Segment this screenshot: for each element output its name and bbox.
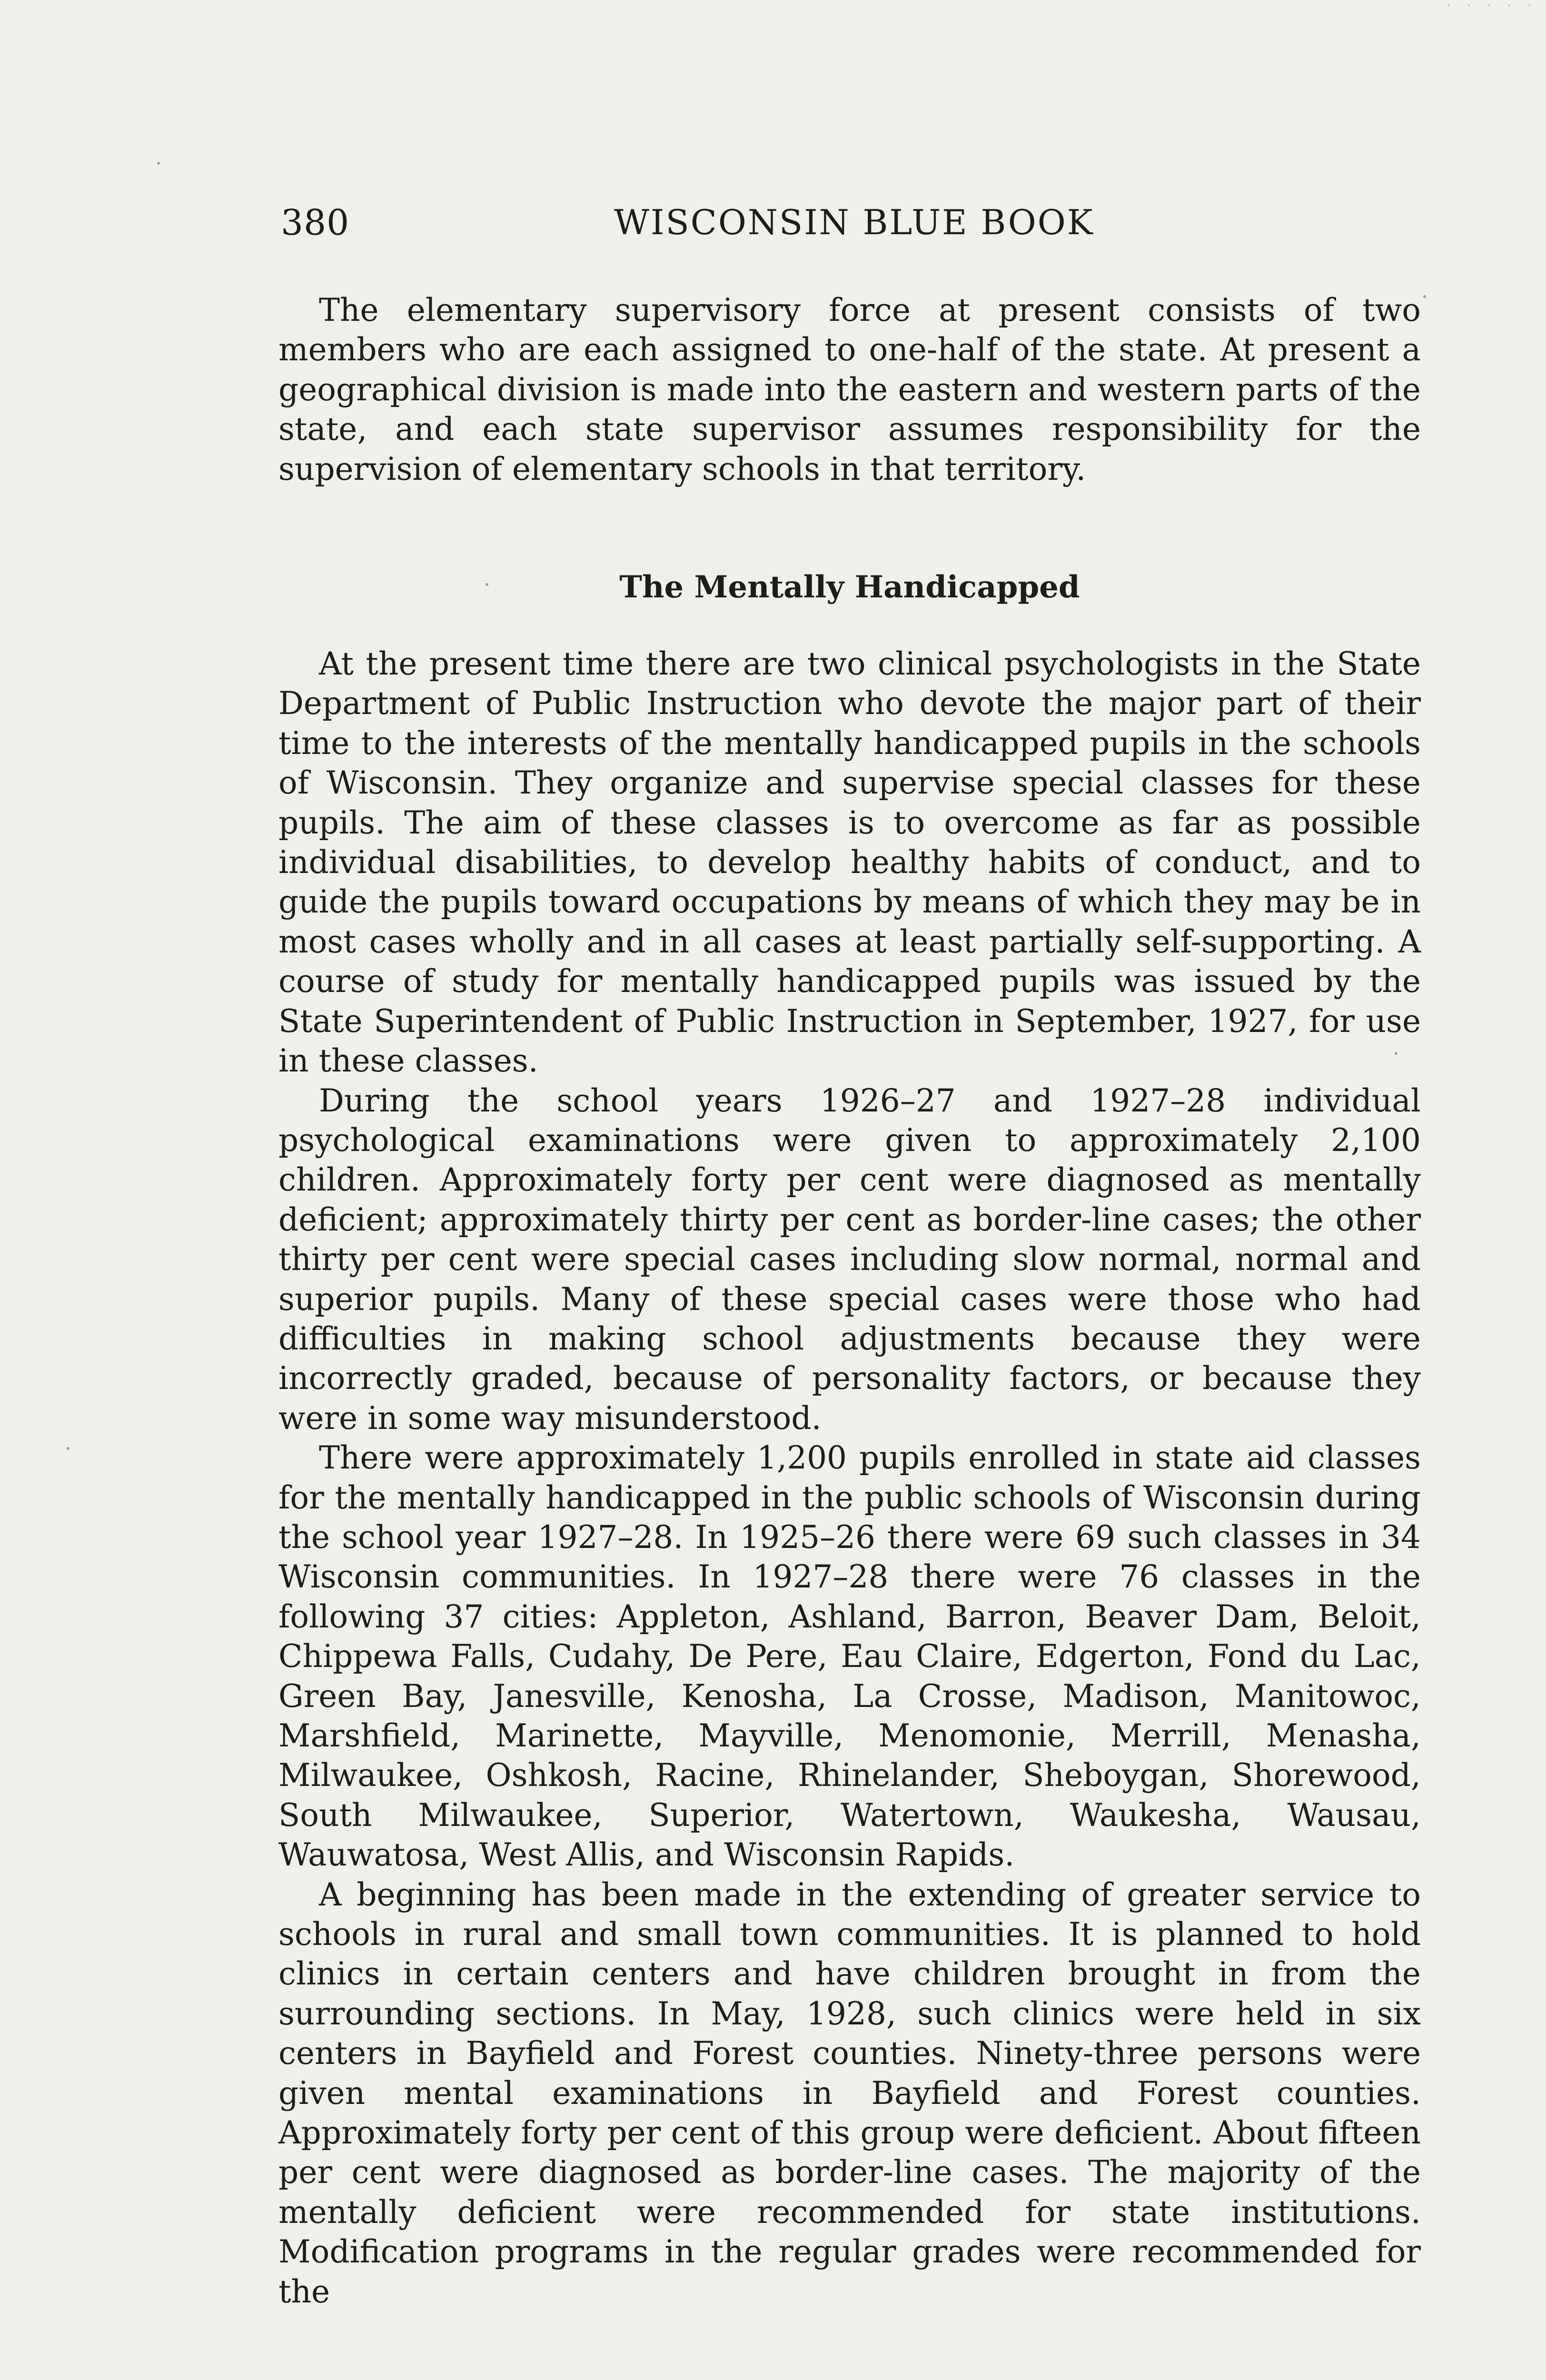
paper-speck [67, 1447, 69, 1450]
page-number: 380 [281, 202, 350, 243]
paragraph-clinical-psychologists: At the present time there are two clinical psychologists in the State Department of Public Instruction who devote the major part of their time to the interests of the mentally handicapped pupils in the schools of Wisconsin. They organize and supervise special classes for these pupils. The aim of these classes is to overcome as far as possible individual disabilities, to develop healthy habits of conduct, and to guide the pupils toward occupations by means of which they may be in most cases wholly and in all cases at least partially self-supporting. A course of study for mentally handicapped pupils was issued by the State Superintendent of Public Instruction in September, 1927, for use in these classes. [278, 645, 1421, 1080]
paragraph-rural-clinics: A beginning has been made in the extending of greater service to schools in rural and small town communities. It is planned to hold clinics in certain centers and have children brought in from the surrounding sections. In May, 1928, such clinics were held in six centers in Bayfield and Forest counties. Ninety-three persons were given mental examinations in Bayfield and Forest counties. Approximately forty per cent of this group were deficient. About fifteen per cent were diagnosed as border-line cases. The majority of the mentally deficient were recommended for state institutions. Modification programs in the regular grades were recommended for the [278, 1876, 1421, 2310]
paragraph-examinations: During the school years 1926–27 and 1927–28 individual psychological examinations were given to approximately 2,100 children. Approximately forty per cent were diagnosed as mentally deficient; approximately thirty per cent as border-line cases; the other thirty per cent were special cases including slow normal, normal and superior pupils. Many of these special cases were those who had difficulties in making school adjustments because they were incorrectly graded, because of personality factors, or because they were in some way misunderstood. [278, 1082, 1421, 1437]
paragraph-supervisory-force: The elementary supervisory force at present consists of two members who are each assigned to one-half of the state. At present a geographical division is made into the eastern and western parts of the state, and each state supervisor assumes responsibility for the supervision of elementary schools in that territory. [278, 292, 1421, 487]
paper-speck [1395, 1052, 1397, 1055]
body-text [278, 290, 1421, 2311]
edge-scan-marks: · · · · · [1445, 0, 1536, 12]
running-head: WISCONSIN BLUE BOOK [614, 202, 1094, 242]
page-header [281, 202, 1423, 255]
paper-speck [486, 583, 488, 586]
section-heading: The Mentally Handicapped [619, 569, 1080, 605]
paper-speck [1423, 295, 1426, 298]
paper-speck [157, 162, 160, 165]
paragraph-state-aid-classes: There were approximately 1,200 pupils enrolled in state aid classes for the mentally handicapped in the public schools of Wisconsin during the school year 1927–28. In 1925–26 there were 69 such classes in 34 Wisconsin communities. In 1927–28 there were 76 classes in the following 37 cities: Appleton, Ashland, Barron, Beaver Dam, Beloit, Chippewa Falls, Cudahy, De Pere, Eau Claire, Edgerton, Fond du Lac, Green Bay, Janesville, Kenosha, La Crosse, Madison, Manitowoc, Marshfield, Marinette, Mayville, Menomonie, Merrill, Menasha, Milwaukee, Oshkosh, Racine, Rhinelander, Sheboygan, Shorewood, South Milwaukee, Superior, Watertown, Waukesha, Wausau, Wauwatosa, West Allis, and Wisconsin Rapids. [278, 1439, 1421, 1874]
